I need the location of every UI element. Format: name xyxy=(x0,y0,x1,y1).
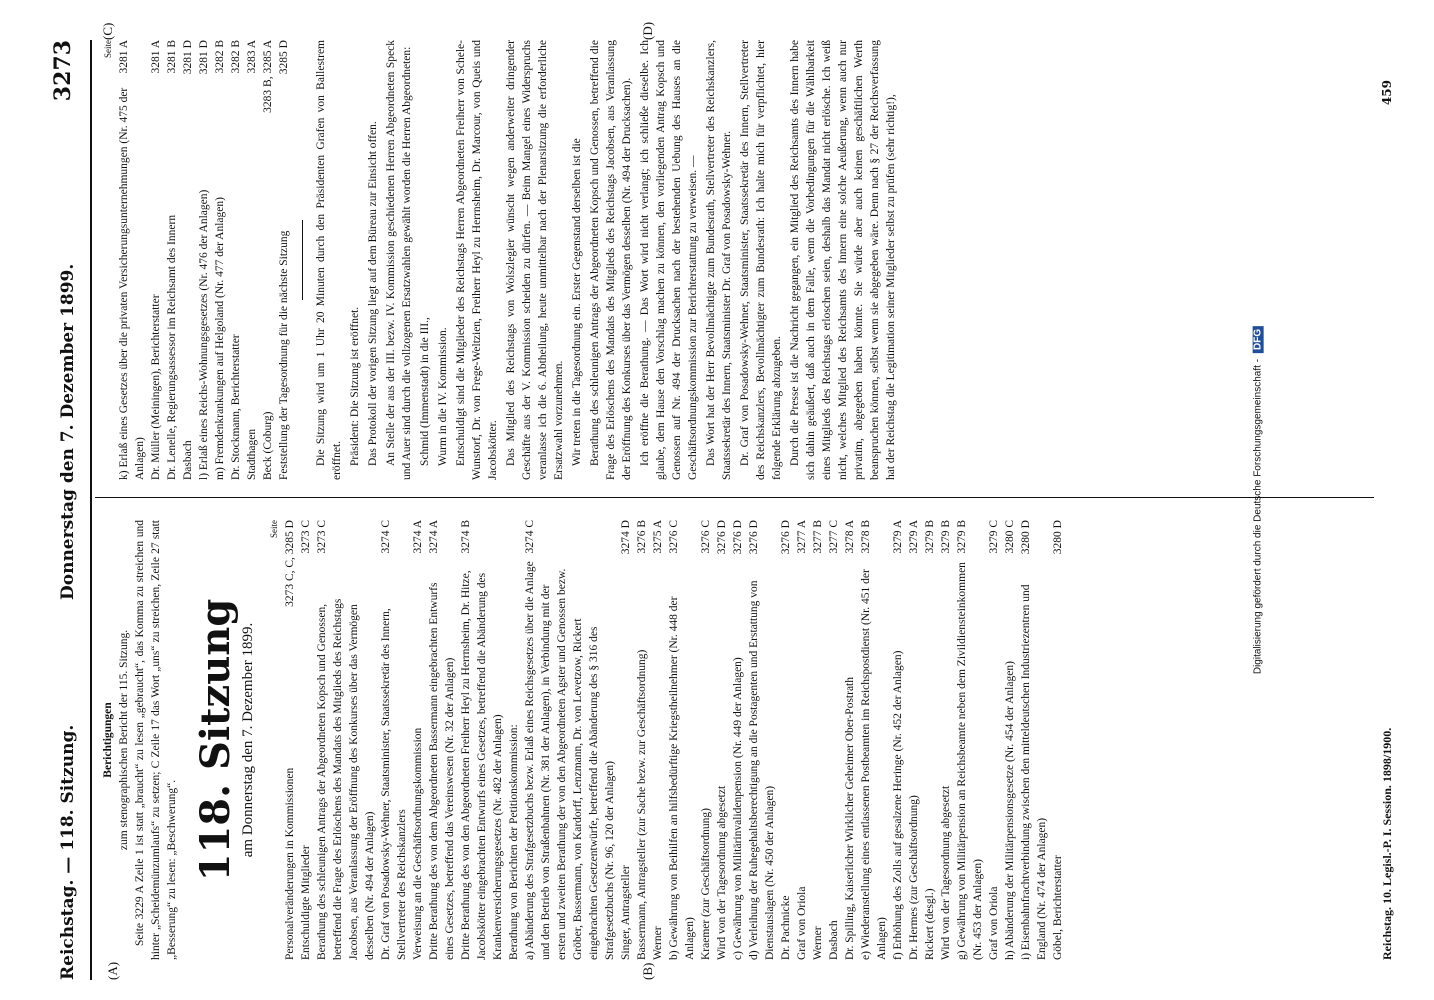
toc-entry-page: 3276 B xyxy=(636,520,648,554)
marker-a: (A) xyxy=(105,961,120,980)
toc-entry-text: Feststellung der Tagesordnung für die nächste Sitzung xyxy=(278,230,290,480)
toc-entry xyxy=(1002,520,1018,960)
toc-entry-text: Graf von Oriola xyxy=(796,886,808,960)
dfg-logo: DFG xyxy=(1252,326,1263,353)
toc-entry xyxy=(506,520,522,960)
toc-entry-page: 3274 B xyxy=(460,520,472,554)
toc-entry xyxy=(212,40,228,480)
toc-entry-page: 3277 C xyxy=(828,520,840,554)
paragraph: Das Wort hat der Herr Bevollmächtigte zum Bundesrath, Stellvertreter des Reichskanzlers, Staatssekretär des Innern, Staatsminister Dr. Graf von Posadowsky-Wehner. xyxy=(705,40,733,480)
right-column xyxy=(100,40,901,480)
toc-entry-page: 3279 C xyxy=(988,520,1000,554)
toc-entry xyxy=(1018,520,1050,960)
toc-entry-page: 3280 D xyxy=(1052,520,1064,555)
toc-entry-page: 3283 A xyxy=(246,40,258,74)
toc-entry-text: Dasbach xyxy=(828,920,840,960)
toc-entry-text: f) Erhöhung des Zolls auf gesalzene Heringe (Nr. 452 der Anlagen) xyxy=(892,650,904,960)
side-credit-label: Digitalisierung gefördert durch die Deutsche Forschungsgemeinschaft - xyxy=(1252,358,1264,675)
toc-entry xyxy=(778,520,794,960)
corrections-text: Seite 3229 A Zeile 1 ist statt „braucht“ zu lesen „gebraucht“, das Komma zu streichen und hinter „Scheidemünzumlaufs“ zu setzen; C Zeile 17 das Wort „uns“ zu streichen, Zeile 27 statt „Besserung“ zu lesen: „Beschwerung“. xyxy=(134,520,178,960)
toc-entry xyxy=(298,520,314,960)
toc-entry xyxy=(954,520,986,960)
toc-entry-page: 3281 A xyxy=(118,40,130,74)
toc-entry-text: i) Eisenbahnfrachtverbindung zwischen den mitteldeutschen Industriezentren und England (Nr. 474 der Anlagen) xyxy=(1020,584,1048,960)
toc-entry-page: 3282 B xyxy=(214,40,226,74)
toc-entry-page: 3275 A xyxy=(652,520,664,554)
toc-entry xyxy=(426,520,458,960)
toc-entry-page: 3277 B xyxy=(812,520,824,554)
column-divider xyxy=(95,497,1374,498)
toc-entry xyxy=(858,520,890,960)
corrections-title: Berichtigungen xyxy=(102,702,114,778)
toc-entry-page: 3285 D xyxy=(278,40,290,75)
toc-entry-text: Stadthagen xyxy=(246,428,258,480)
paragraph: Das Mitglied des Reichstags von Wolszlegier wünscht wegen anderweiter dringender Geschäfte aus der V. Kommission scheiden zu dürfen. — Beim Mangel eines Widerspruchs veranlasse ich die 6. Abtheilung, heute unmittelbar nach der Plenarsitzung die erforderliche Ersatzwahl vorzunehmen. xyxy=(505,40,565,480)
toc-entry-text: Dr. Graf von Posadowsky-Wehner, Staatsminister, Staatssekretär des Innern, Stellvertreter des Reichskanzlers xyxy=(380,608,408,960)
seite-label: Seite xyxy=(269,520,279,538)
paragraph: Dr. Graf von Posadowsky-Wehner, Staatsminister, Staatssekretär des Innern, Stellvertreter des Reichskanzlers, Bevollmächtigter zum Bundesrath: Ich halte mich für verpflichtet, hier folgende Erklärung abzugeben. xyxy=(739,40,783,480)
toc-entry-text: g) Gewährung von Militärpension an Reichsbeamte neben dem Zivildiensteinkommen (Nr. 453 der Anlagen) xyxy=(956,562,984,960)
header-left: Reichstag. — 118. Sitzung. xyxy=(58,724,78,980)
paragraph: Ich eröffne die Berathung. — Das Wort wird nicht verlangt; ich schließe dieselbe. Ich glaube, dem Hause den Vorschlag machen zu können, den vorliegenden Antrag Kopsch und Genossen auf Nr. 494 der Drucksachen nach der bestehenden Uebung des Hauses an die Geschäftsordnungskommission zur Berichterstattung zu verweisen. — xyxy=(639,40,699,480)
toc-entry xyxy=(634,520,650,960)
toc-entry-text: Verweisung an die Geschäftsordnungskommission xyxy=(412,727,424,960)
toc-entry-text: Dr. Müller (Meiningen), Berichterstatter xyxy=(150,294,162,480)
toc-entry-page: 3281 B xyxy=(166,40,178,74)
toc-entry xyxy=(180,40,196,480)
toc-entry-text: Bassermann, Antragsteller (zur Sache bezw. zur Geschäftsordnung) xyxy=(636,649,648,960)
toc-entry xyxy=(714,520,730,960)
toc-entry xyxy=(810,520,826,960)
toc-entry-page: 3278 B xyxy=(860,520,872,554)
toc-entry-page: 3283 B, 3285 A xyxy=(262,40,274,113)
toc-entry xyxy=(650,520,666,960)
header-center: Donnerstag den 7. Dezember 1899. xyxy=(58,263,78,600)
toc-entry xyxy=(260,40,276,480)
header-rule xyxy=(90,40,92,980)
toc-entry-text: Dritte Berathung des von den Abgeordneten Freiherr Heyl zu Herrnsheim, Dr. Hitze, Jacobskötter eingebrachten Entwurfs eines Gesetzes, betreffend die Abänderung des Krankenversicherungsgesetzes (Nr. 482 der Anlagen) xyxy=(460,570,504,960)
marker-c: (C) xyxy=(100,22,115,40)
toc-entry-text: Entschuldigte Mitglieder xyxy=(300,845,312,960)
toc-entry-text: Werner xyxy=(812,926,824,960)
toc-entry-text: Wird von der Tagesordnung abgesetzt xyxy=(716,785,728,960)
toc-entry-text: Rickert (desgl.) xyxy=(924,888,936,960)
paragraph: Das Protokoll der vorigen Sitzung liegt auf dem Büreau zur Einsicht offen. xyxy=(367,121,379,466)
proceedings-text xyxy=(313,40,899,480)
toc-entry-page: 3279 B xyxy=(956,520,968,554)
toc-left xyxy=(282,520,1066,960)
toc-entry xyxy=(116,40,148,480)
toc-entry-text: Dritte Berathung des von dem Abgeordneten Bassermann eingebrachten Entwurfs eines Gesetzes, betreffend das Vereinswesen (Nr. 32 der Anlagen) xyxy=(428,582,456,960)
toc-entry-text: Dr. Spilling, Kaiserlicher Wirklicher Geheimer Ober-Postrath xyxy=(844,676,856,960)
toc-entry xyxy=(1050,520,1066,960)
toc-entry xyxy=(906,520,922,960)
toc-entry xyxy=(276,40,292,480)
toc-entry-page: 3278 A xyxy=(844,520,856,554)
paragraph: Die Sitzung wird um 1 Uhr 20 Minuten durch den Präsidenten Grafen von Ballestrem eröffnet. xyxy=(315,40,343,480)
toc-entry xyxy=(458,520,506,960)
toc-entry-text: Kraemer (zur Geschäftsordnung) xyxy=(700,808,712,960)
toc-entry-text: Berathung von Berichten der Petitionskommission: xyxy=(508,724,520,960)
toc-entry-text: Dr. Stockmann, Berichterstatter xyxy=(230,334,242,480)
sheet-number: 459 xyxy=(1380,80,1394,106)
toc-entry xyxy=(794,520,810,960)
left-column xyxy=(100,520,1066,960)
toc-entry xyxy=(730,520,746,960)
toc-entry-page: 3274 A xyxy=(428,520,440,554)
paragraph: Berathung des schleunigen Antrags der Abgeordneten Kopsch und Genossen, betreffend die Frage des Erlöschens des Mandats des Mitglieds des Reichstags Jacobsen, aus Veranlassung der Eröffnung des Konkurses über das Vermögen desselben (Nr. 494 der Drucksachen). xyxy=(589,40,633,480)
page-number: 3273 xyxy=(50,40,76,102)
toc-entry xyxy=(746,520,778,960)
toc-entry-page: 3273 C xyxy=(300,520,312,554)
toc-entry xyxy=(148,40,164,480)
toc-entry-page: 3277 A xyxy=(796,520,808,554)
toc-entry-text: Werner xyxy=(652,926,664,960)
toc-entry-page: 3276 D xyxy=(780,520,792,555)
toc-entry-page: 3274 C xyxy=(524,520,536,554)
toc-entry-text: Berathung des schleunigen Antrags der Abgeordneten Kopsch und Genossen, betreffend die Frage des Erlöschens des Mandats des Mitglieds des Reichstags Jacobsen, aus Veranlassung der Eröffnung des Konkurses über das Vermögen desselben (Nr. 494 der Anlagen) xyxy=(316,598,376,960)
toc-entry-page: 3276 C xyxy=(668,520,680,554)
toc-entry-text: Dr. Pachnicke xyxy=(780,895,792,960)
toc-entry-text: Dr. Hermes (zur Geschäftsordnung) xyxy=(908,795,920,960)
toc-entry-text: c) Gewährung von Militärinvalidenpension (Nr. 449 der Anlagen) xyxy=(732,657,744,960)
toc-entry-page: 3279 A xyxy=(892,520,904,554)
toc-entry-page: 3276 C xyxy=(700,520,712,554)
toc-entry-text: k) Erlaß eines Gesetzes über die privaten Versicherungsunternehmungen (Nr. 475 der Anlagen) xyxy=(118,87,146,480)
toc-entry xyxy=(196,40,212,480)
toc-entry-text: Beck (Coburg) xyxy=(262,411,274,480)
toc-entry-text: Dasbach xyxy=(182,440,194,480)
toc-entry-text: e) Wiederanstellung eines entlassenen Postbeamten im Reichspostdienst (Nr. 451 der Anlagen) xyxy=(860,569,888,960)
session-title: 118. Sitzung xyxy=(192,598,239,882)
toc-entry-text: h) Abänderung der Militärpensionsgesetze (Nr. 454 der Anlagen) xyxy=(1004,661,1016,960)
toc-entry-page: 3274 A xyxy=(412,520,424,554)
session-date: am Donnerstag den 7. Dezember 1899. xyxy=(240,622,256,858)
toc-entry-page: 3273 C, C, 3285 D xyxy=(284,520,296,607)
toc-entry-text: Personalveränderungen in Kommissionen xyxy=(284,767,296,960)
marker-d: (D) xyxy=(640,21,655,40)
toc-entry xyxy=(826,520,842,960)
footer-left: Reichstag. 10. Legisl.-P. I. Session. 1898/1900. xyxy=(1380,727,1394,960)
toc-entry-page: 3274 C xyxy=(380,520,392,554)
toc-entry-page: 3282 B xyxy=(230,40,242,74)
toc-entry xyxy=(986,520,1002,960)
toc-entry-page: 3276 D xyxy=(748,520,760,555)
toc-entry xyxy=(522,520,618,960)
paragraph: Durch die Presse ist die Nachricht gegangen, ein Mitglied des Reichsamts des Innern habe sich dahin geäußert, daß auch in dem Falle, wenn die Vorbedingungen für die Wählbarkeit eines Mitglieds des Reichstags erloschen seien, deshalb das Mandat nicht erlösche. Ich weiß nicht, welches Mitglied des Reichsamts des Innern eine solche Aeußerung, wenn auch nur privatim, abgegeben haben könnte. Sie würde aber auch keinen geschäftlichen Werth beanspruchen können, selbst wenn sie abgegeben wäre. Denn nach § 27 der Reichsverfassung hat der Reichstag die Legitimation seiner Mitglieder selbst zu prüfen (sehr richtig!), xyxy=(789,40,897,480)
corrections-subtitle: zum stenographischen Bericht der 115. Sitzung. xyxy=(118,629,130,851)
paragraph: Wurm in die IV. Kommission. xyxy=(437,327,449,466)
toc-entry-page: 3280 D xyxy=(1020,520,1032,555)
paragraph: Präsident: Die Sitzung ist eröffnet. xyxy=(349,306,361,466)
toc-entry xyxy=(938,520,954,960)
toc-entry xyxy=(244,40,260,480)
seite-label-right: Seite xyxy=(103,40,113,58)
paragraph: Schmid (Immenstadt) in die III., xyxy=(419,317,431,466)
toc-entry-page: 3281 A xyxy=(150,40,162,74)
toc-entry-page: 3276 D xyxy=(716,520,728,555)
toc-entry xyxy=(314,520,378,960)
paragraph: Wir treten in die Tagesordnung ein. Erster Gegenstand derselben ist die xyxy=(571,138,583,466)
toc-entry xyxy=(618,520,634,960)
toc-entry-page: 3281 D xyxy=(182,40,194,75)
toc-entry-text: Graf von Oriola xyxy=(988,886,1000,960)
toc-entry-page: 3279 B xyxy=(940,520,952,554)
toc-entry xyxy=(842,520,858,960)
side-credit-text xyxy=(1252,326,1263,674)
toc-entry xyxy=(890,520,906,960)
toc-entry-page: 3273 C xyxy=(316,520,328,554)
toc-entry-page: 3279 B xyxy=(924,520,936,554)
toc-entry xyxy=(164,40,180,480)
toc-entry-text: Singer, Antragsteller xyxy=(620,865,632,960)
toc-entry xyxy=(666,520,698,960)
toc-entry-page: 3276 D xyxy=(732,520,744,555)
toc-entry-page: 3280 C xyxy=(1004,520,1016,554)
toc-entry-text: Wird von der Tagesordnung abgesetzt xyxy=(940,785,952,960)
toc-entry xyxy=(410,520,426,960)
toc-entry-page: 3279 A xyxy=(908,520,920,554)
toc-entry xyxy=(282,520,298,960)
toc-entry xyxy=(378,520,410,960)
toc-entry xyxy=(698,520,714,960)
paragraph: Entschuldigt sind die Mitglieder des Reichstags Herren Abgeordneten Freiherr von Schele-Wunstorf, Dr. von Frege-Weltzien, Freiherr Heyl zu Herrnsheim, Dr. Marcour, von Queis und Jacobskötter. xyxy=(455,40,499,480)
toc-entry-text: m) Fremdenkrankungen auf Helgoland (Nr. 477 der Anlagen) xyxy=(214,197,226,480)
toc-entry-text: b) Gewährung von Beihilfen an hilfsbedürftige Kriegstheilnehmer (Nr. 448 der Anlagen) xyxy=(668,596,696,960)
toc-entry-text: Göbel, Berichterstatter xyxy=(1052,855,1064,960)
separator xyxy=(302,220,303,300)
toc-entry-text: l) Erlaß eines Reichs-Wohnungsgesetzes (Nr. 476 der Anlagen) xyxy=(198,189,210,480)
toc-entry-text: a) Abänderung des Strafgesetzbuchs bezw. Erlaß eines Reichsgesetzes über die Anlage und den Betrieb von Straßenbahnen (Nr. 381 der Anlagen), in Verbindung mit der ersten und zweiten Berathung der von den Abgeordneten Agster und Genossen bezw. Gröber, Bassermann, von Kardorff, Lenzmann, Dr. von Levetzow, Rickert eingebrachten Gesetzentwürfe, betreffend die Abänderung des § 316 des Strafgesetzbuchs (Nr. 96, 120 der Anlagen) xyxy=(524,561,616,960)
toc-entry-page: 3281 D xyxy=(198,40,210,75)
paragraph: An Stelle der aus der III. bezw. IV. Kommission geschiedenen Herren Abgeordneten Speck und Auer sind durch die vollzogenen Ersatzwahlen gewählt worden die Herren Abgeordneten: xyxy=(385,40,413,480)
page-header xyxy=(50,40,90,980)
toc-entry-text: Dr. Lenelle, Regierungsassessor im Reichsamt des Innern xyxy=(166,214,178,480)
toc-entry xyxy=(228,40,244,480)
toc-entry-page: 3274 D xyxy=(620,520,632,555)
toc-right xyxy=(116,40,292,480)
toc-entry xyxy=(922,520,938,960)
toc-entry-text: d) Verleihung der Ruhegehaltsberechtigung an die Postagenten und Erstattung von Dienstauslagen (Nr. 450 der Anlagen) xyxy=(748,580,776,960)
marker-b: (B) xyxy=(640,962,655,980)
